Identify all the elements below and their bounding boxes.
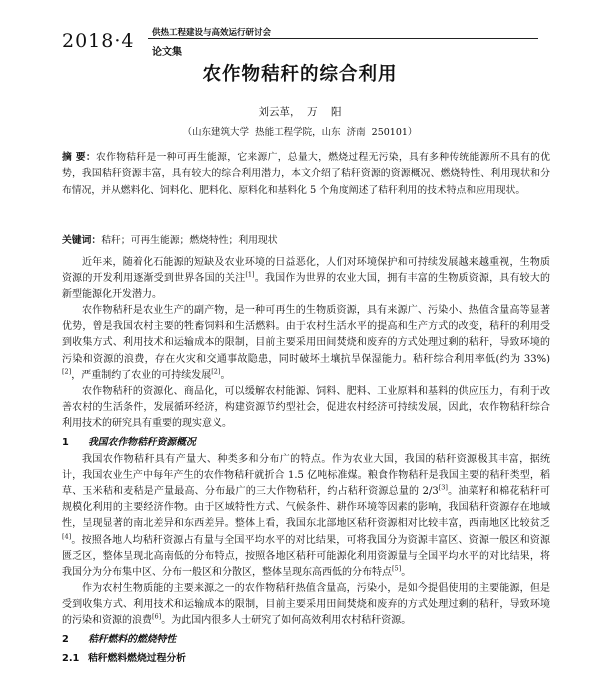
keywords-label: 关键词： (62, 235, 102, 246)
section-label: 论文集 (152, 47, 182, 58)
citation: [2] (62, 367, 72, 376)
citation: [3] (438, 483, 448, 492)
subsection-heading-2-1: 2.1 秸秆燃料燃烧过程分析 (62, 653, 186, 665)
citation: [6] (152, 612, 162, 621)
citation: [2] (211, 367, 221, 376)
citation: [5] (392, 564, 402, 573)
paragraph-resources: 我国农作物秸秆具有产量大、种类多和分布广的特点。作为农业大国，我国的秸秆资源极其丰富，据统计，我国农业生产中每年产生的农作物秸秆就折合 1.5 亿吨标准煤。粮食作物秸秆是我国主要的秸秆类型，稻草、玉米秸和麦秸是产量最高、分布最广的三大作物秸秆，约占秸秆资源总量的 2/3[3]。油菜籽和棉花秸秆可规模化利用的主要经济作物。由于区域特性方式、气候条件、耕作环境等因素的影响，我国秸秆资源存在地域性，呈现显著的南北差异和东西差异。整体上看，我国东北部地区秸秆资源相对比较丰富，西南地区比较贫乏[4]。按照各地人均秸秆资源占有量与全国平均水平的对比结果，可将我国分为资源丰富区、资源一般区和资源匮乏区，整体呈现北高南低的分布特点，按照各地区秸秆可能源化利用资源量与全国平均水平的对比结果，将我国分为分布集中区、分布一般区和分散区，整体呈现东高西低的分布特点[5]。 (62, 454, 551, 578)
paragraph-energy: 作为农村生物质能的主要来源之一的农作物秸秆热值含量高，污染小，是如今提倡使用的主要能源，但是受到收集方式、利用技术和运输成本的限制，目前主要采用田间焚烧和废弃的方式处理过剩的秸秆，导致环境的污染和资源的浪费[6]。为此国内很多人士研究了如何高效利用农村秸秆资源。 (62, 582, 550, 626)
paper-affiliation: （山东建筑大学 热能工程学院，山东 济南 250101） (182, 127, 418, 138)
paragraph-significance: 农作物秸秆的资源化、商品化，可以缓解农村能源、饲料、肥料、工业原料和基料的供应压力，有利于改善农村的生活条件，发展循环经济，构建资源节约型社会，促进农村经济可持续发展，因此，农作物秸秆综合利用技术的研究具有重要的现实意义。 (62, 385, 550, 429)
paragraph-straw: 农作物秸秆是农业生产的副产物，是一种可再生的生物质资源，具有来源广、污染小、热值含量高等显著优势，曾是我国农村主要的牲畜饲料和生活燃料。由于农村生活水平的提高和生产方式的改变，秸秆的利用受到收集方式、利用技术和运输成本的限制，目前主要采用田间焚烧和废弃的方式处理过剩的秸秆，导致环境的污染和资源的浪费，存在火灾和交通事故隐患，同时破坏土壤抗旱保湿能力。秸秆综合利用率低(约为 33%)[2]，严重制约了农业的可持续发展[2]。 (62, 305, 550, 381)
section-heading-1: 1 我国农作物秸秆资源概况 (62, 437, 196, 449)
paragraph-intro: 近年来，随着化石能源的短缺及农业环境的日益恶化，人们对环境保护和可持续发展越来越重视，生物质资源的开发利用逐渐受到世界各国的关注[1]。我国作为世界的农业大国，拥有丰富的生物质资源，具有较大的新型能源化开发潜力。 (62, 257, 551, 301)
header-divider (148, 38, 538, 39)
keywords-text: 秸秆；可再生能源；燃烧特性；利用现状 (101, 235, 278, 246)
abstract-text: 农作物秸秆是一种可再生能源，它来源广，总量大，燃烧过程无污染，具有多种传统能源所不具有的优势，我国秸秆资源丰富，具有较大的综合利用潜力，本文介绍了秸秆资源的资源概况、燃烧特性、利用现状和分布情况，并从燃料化、饲料化、肥料化、原料化和基料化 5 个角度阐述了秸秆利用的技术特点和应用现状。 (62, 152, 550, 196)
journal-issue: 2018·4 (62, 30, 135, 52)
citation: [4] (62, 532, 72, 541)
keywords (62, 233, 550, 249)
abstract-label: 摘 要： (62, 152, 96, 163)
citation: [1] (245, 270, 255, 279)
paper-authors: 刘云革， 万 阳 (258, 106, 342, 118)
paper-title: 农作物秸秆的综合利用 (202, 64, 398, 85)
conference-name: 供热工程建设与高效运行研讨会 (152, 28, 272, 38)
abstract (62, 150, 550, 199)
paper-body (62, 255, 550, 668)
section-heading-2: 2 秸秆燃料的燃烧特性 (62, 634, 177, 646)
